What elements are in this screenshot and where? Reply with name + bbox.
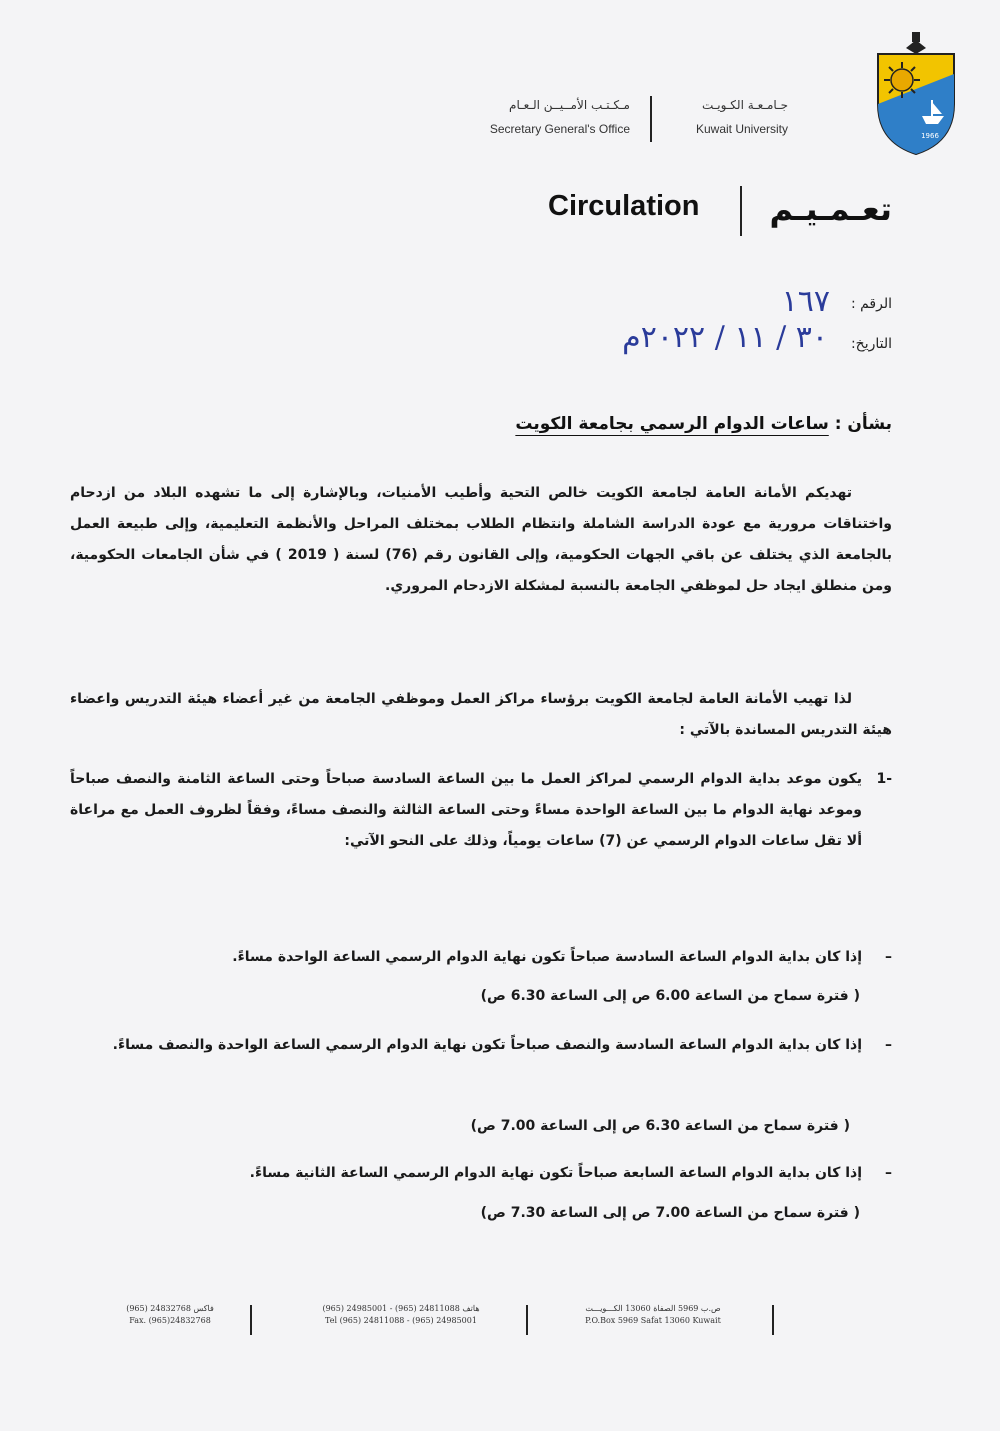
footer-divider-2 bbox=[526, 1305, 528, 1335]
paragraph-1: تهديكم الأمانة العامة لجامعة الكويت خالص التحية وأطيب الأمنيات، وبالإشارة إلى ما تشهده البلاد من ازدحام واختناقات مرورية مع عودة الدراسة الشاملة وانتظام الطلاب بمختلف المراحل والأنظمة التعليمية، وإلى طبيعة العمل بالجامعة الذي يختلف عن باقي الجهات الحكومية، وإلى القانون رقم (76) لسنة ( 2019 ) في شأن الجامعات الحكومية، ومن منطلق ايجاد حل لموظفي الجامعة بالنسبة لمشكلة الازدحام المروري. bbox=[70, 485, 892, 594]
subject-label: بشأن : bbox=[834, 414, 892, 434]
sub-item-2-note: ( فترة سماح من الساعة 6.30 ص إلى الساعة 7.00 ص) bbox=[470, 1118, 850, 1134]
title-en: Circulation bbox=[548, 190, 700, 222]
footer-fax-ar: فاكس 24832768 (965) bbox=[126, 1304, 214, 1313]
footer-address bbox=[548, 1303, 758, 1327]
date-label: التاريخ: bbox=[850, 336, 892, 352]
footer-phone-en: Tel (965) 24811088 - (965) 24985001 bbox=[325, 1316, 477, 1325]
footer-phone-ar: هاتف 24811088 (965) - 24985001 (965) bbox=[322, 1304, 480, 1313]
subject-text: ساعات الدوام الرسمي بجامعة الكويت bbox=[515, 414, 829, 434]
number-value: ١٦٧ bbox=[781, 284, 830, 319]
university-name-en: Kuwait University bbox=[695, 122, 788, 136]
number-label: الرقم : bbox=[850, 296, 892, 312]
title-ar: تعـمـيـم bbox=[769, 190, 892, 228]
header-divider bbox=[650, 96, 652, 142]
footer-fax bbox=[100, 1303, 240, 1327]
item-1-text: يكون موعد بداية الدوام الرسمي لمراكز العمل ما بين الساعة السادسة صباحاً وحتى الساعة الثامنة والنصف صباحاً وموعد نهاية الدوام ما بين الساعة الواحدة مساءً وحتى الساعة الثالثة والنصف مساءً، وفقاً لظروف العمل مع مراعاة ألا تقل ساعات الدوام الرسمي عن (7) ساعات يومياً، وذلك على النحو الآتي: bbox=[70, 771, 862, 849]
footer-divider-1 bbox=[772, 1305, 774, 1335]
sub-item-1-text: إذا كان بداية الدوام الساعة السادسة صباحاً تكون نهاية الدوام الرسمي الساعة الواحدة مساءً. bbox=[232, 949, 862, 965]
sub-item-1-note: ( فترة سماح من الساعة 6.00 ص إلى الساعة 6.30 ص) bbox=[480, 988, 860, 1004]
kuwait-university-logo bbox=[872, 30, 960, 158]
footer-fax-en: Fax. (965)24832768 bbox=[129, 1316, 211, 1325]
footer-phone bbox=[284, 1303, 518, 1327]
office-name-en: Secretary General's Office bbox=[489, 122, 630, 136]
footer-address-en: P.O.Box 5969 Safat 13060 Kuwait bbox=[585, 1316, 721, 1325]
sub-item-3-dash: – bbox=[885, 1165, 892, 1181]
date-value: ٣٠ / ١١ / ٢٠٢٢م bbox=[622, 320, 828, 355]
paragraph-2: لذا تهيب الأمانة العامة لجامعة الكويت برؤساء مراكز العمل وموظفي الجامعة من غير أعضاء هيئة التدريس واعضاء هيئة التدريس المساندة بالآتي : bbox=[70, 691, 892, 738]
sub-item-1-dash: – bbox=[885, 949, 892, 965]
title-divider bbox=[740, 186, 742, 236]
university-name-ar: جـامـعـة الكـويـت bbox=[701, 98, 788, 112]
sub-item-2-dash: – bbox=[885, 1037, 892, 1053]
office-name-ar: مـكـتـب الأمــيــن الـعـام bbox=[509, 98, 630, 112]
footer-address-ar: ص.ب 5969 الصفاة 13060 الكـــويـــت bbox=[585, 1304, 721, 1313]
svg-text:1966: 1966 bbox=[921, 132, 939, 140]
footer-divider-3 bbox=[250, 1305, 252, 1335]
item-1-number: -1 bbox=[876, 771, 892, 787]
sub-item-3-text: إذا كان بداية الدوام الساعة السابعة صباحاً تكون نهاية الدوام الرسمي الساعة الثانية مساءً. bbox=[249, 1165, 862, 1181]
subject-line bbox=[515, 414, 892, 434]
sub-item-2-text: إذا كان بداية الدوام الساعة السادسة والنصف صباحاً تكون نهاية الدوام الرسمي الساعة الواحدة والنصف مساءً. bbox=[112, 1037, 862, 1053]
sub-item-3-note: ( فترة سماح من الساعة 7.00 ص إلى الساعة 7.30 ص) bbox=[480, 1205, 860, 1221]
